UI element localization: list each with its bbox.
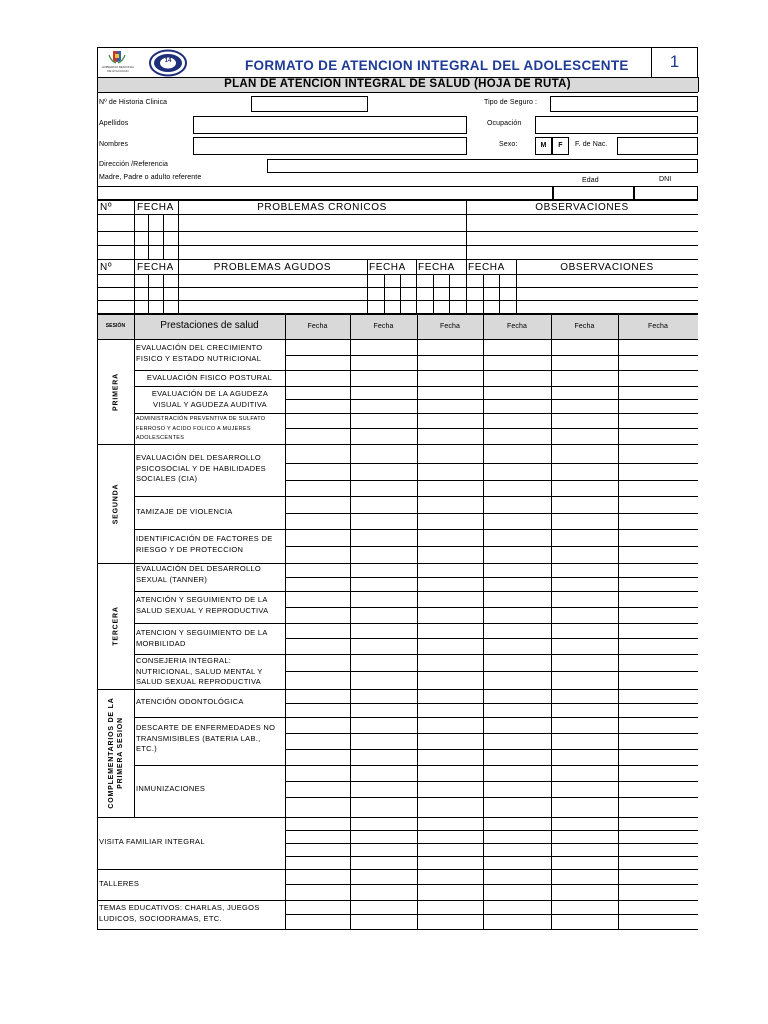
sexo-label: Sexo:	[499, 141, 518, 148]
service-postural: EVALUACIÓN FISICO POSTURAL	[146, 373, 273, 382]
service-salud-sexual: ATENCIÓN Y SEGUIMIENTO DE LA SALUD SEXUAL Y REPRODUCTIVA	[136, 595, 269, 615]
agudos-problemas-header: PROBLEMAS AGUDOS	[213, 262, 332, 273]
agudos-fecha-header: FECHA	[137, 262, 174, 273]
fnac-label: F. de Nac.	[575, 141, 608, 148]
historia-label: Nº de Historia Clinica	[99, 99, 168, 106]
page-number: 1	[669, 52, 680, 71]
madre-input[interactable]	[97, 186, 553, 200]
service-consejeria: CONSEJERIA INTEGRAL: NUTRICIONAL, SALUD MENTAL Y SALUD SEXUAL REPRODUCTIVA	[136, 656, 263, 686]
direccion-input[interactable]	[267, 159, 698, 173]
nombres-label: Nombres	[99, 141, 129, 148]
edad-label: Edad	[582, 177, 599, 184]
extra-visita-familiar: VISITA FAMILIAR INTEGRAL	[99, 837, 205, 846]
direccion-label: Dirección /Referencia	[99, 161, 169, 168]
apellidos-input[interactable]	[193, 116, 467, 134]
form-title: FORMATO DE ATENCION INTEGRAL DEL ADOLESCENTE	[245, 58, 629, 73]
extra-temas-educativos: TEMAS EDUCATIVOS: CHARLAS, JUEGOS LUDICOS, SOCIODRAMAS, ETC.	[99, 903, 260, 923]
agudos-fecha4-header: FECHA	[468, 262, 505, 273]
service-factores: IDENTIFICACIÓN DE FACTORES DE RIESGO Y DE PROTECCION	[136, 534, 273, 554]
seguro-label: Tipo de Seguro :	[484, 99, 538, 106]
agudos-fecha3-header: FECHA	[418, 262, 455, 273]
service-crecimiento: EVALUACIÓN DEL CRECIMIENTO FISICO Y ESTADO NUTRICIONAL	[136, 343, 263, 363]
ocupacion-input[interactable]	[535, 116, 698, 134]
ocupacion-label: Ocupación	[487, 120, 522, 127]
service-violencia: TAMIZAJE DE VIOLENCIA	[136, 507, 233, 516]
sexo-m-label: M	[540, 142, 547, 149]
cronicos-fecha-header: FECHA	[137, 202, 174, 213]
form-subtitle: PLAN DE ATENCION INTEGRAL DE SALUD (HOJA DE RUTA)	[224, 78, 571, 90]
service-inmunizaciones: INMUNIZACIONES	[136, 784, 206, 793]
session-label-complementarios: COMPLEMENTARIOS DE LA PRIMERA SESION	[108, 697, 124, 809]
sexo-f-label: F	[558, 142, 563, 149]
session-label-segunda: SEGUNDA	[112, 483, 120, 525]
fecha-header-3: Fecha	[440, 323, 460, 330]
agudos-fecha2-header: FECHA	[369, 262, 406, 273]
fnac-input[interactable]	[617, 137, 698, 155]
dni-input[interactable]	[634, 186, 698, 200]
service-morbilidad: ATENCION Y SEGUIMIENTO DE LA MORBILIDAD	[136, 628, 268, 648]
historia-input[interactable]	[251, 96, 368, 112]
sesion-header: SESIÓN	[105, 323, 126, 329]
regional-logo-caption: GOBIERNO REGIONAL DE AYACUCHO	[101, 65, 135, 73]
prestaciones-header: Prestaciones de salud	[160, 320, 259, 331]
seguro-input[interactable]	[550, 96, 698, 112]
service-odontologica: ATENCIÓN ODONTOLÓGICA	[136, 697, 244, 706]
extra-talleres: TALLERES	[99, 879, 140, 888]
fecha-header-5: Fecha	[574, 323, 595, 330]
apellidos-label: Apellidos	[99, 120, 129, 127]
madre-label: Madre, Padre o adulto referente	[99, 174, 202, 181]
session-label-tercera: TERCERA	[112, 606, 120, 646]
fecha-header-4: Fecha	[507, 323, 527, 330]
agudos-observaciones-header: OBSERVACIONES	[560, 262, 654, 273]
service-agudeza: EVALUACIÓN DE LA AGUDEZA VISUAL Y AGUDEZA AUDITIVA	[151, 389, 269, 409]
session-label-primera: PRIMERA	[112, 373, 120, 411]
cronicos-num-header: Nº	[100, 202, 113, 213]
service-descarte: DESCARTE DE ENFERMEDADES NO TRANSMISIBLES (BATERIA LAB., ETC.)	[136, 723, 276, 753]
cronicos-observaciones-header: OBSERVACIONES	[535, 202, 629, 213]
dni-label: DNI	[659, 176, 672, 183]
seal-text: 14	[164, 58, 172, 64]
nombres-input[interactable]	[193, 137, 467, 155]
edad-input[interactable]	[553, 186, 634, 200]
cronicos-problemas-header: PROBLEMAS CRONICOS	[257, 202, 387, 213]
service-tanner: EVALUACIÓN DEL DESARROLLO SEXUAL (TANNER)	[136, 564, 262, 584]
service-psicosocial: EVALUACIÓN DEL DESARROLLO PSICOSOCIAL Y DE HABILIDADES SOCIALES (CIA)	[136, 453, 266, 483]
fecha-header-1: Fecha	[307, 323, 328, 330]
fecha-header-6: Fecha	[648, 323, 668, 330]
fecha-header-2: Fecha	[373, 323, 394, 330]
service-sulfato: ADMINISTRACIÓN PREVENTIVA DE SULFATO FERROSO Y ACIDO FOLICO A MUJERES ADOLESCENTES	[136, 416, 266, 441]
agudos-num-header: Nº	[100, 262, 113, 273]
